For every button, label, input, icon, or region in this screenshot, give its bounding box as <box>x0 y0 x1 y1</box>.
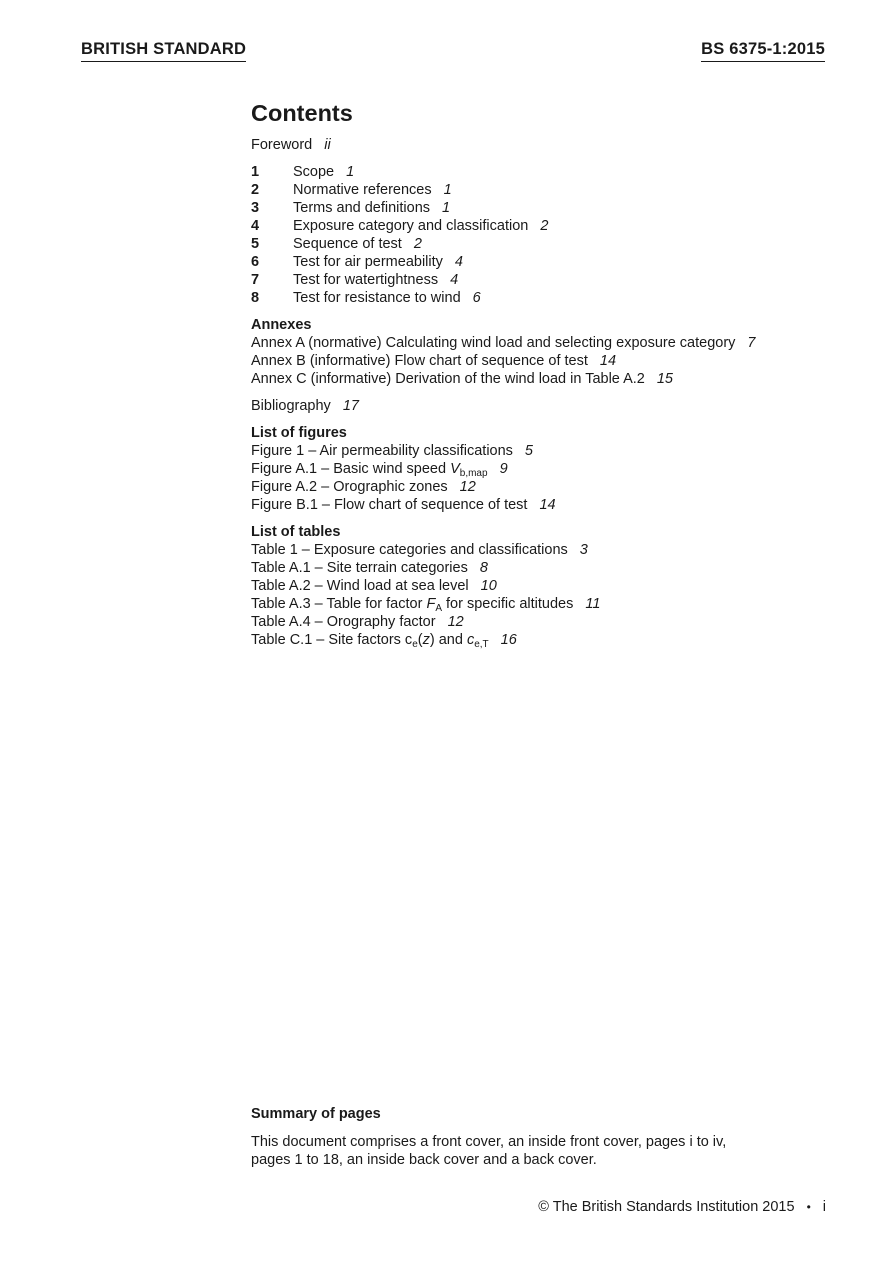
clause-page: 1 <box>443 182 452 198</box>
page-number: i <box>822 1199 826 1215</box>
annex-page: 15 <box>656 371 673 387</box>
toc-clause <box>251 289 851 307</box>
toc-entry-page: ii <box>324 137 331 153</box>
copyright-text: © The British Standards Institution 2015 <box>538 1199 795 1215</box>
clause-text: Scope <box>293 164 335 180</box>
clause-number: 8 <box>251 290 260 306</box>
toc-clause <box>251 163 851 181</box>
table-paren-close: ) <box>429 632 435 648</box>
table-page: 8 <box>479 560 488 576</box>
toc-annex <box>251 370 851 388</box>
toc-figure <box>251 460 851 478</box>
table-variable: c <box>466 632 475 648</box>
clause-text: Normative references <box>293 182 432 198</box>
toc-figure <box>251 478 851 496</box>
table-text: Table 1 – Exposure categories and classifications <box>251 542 568 558</box>
toc-entry-foreword <box>251 136 851 154</box>
header-standard-label: BRITISH STANDARD <box>81 40 246 62</box>
table-text-post: for specific altitudes <box>441 596 574 612</box>
clause-page: 2 <box>540 218 549 234</box>
figure-subscript: b,map <box>459 468 488 479</box>
table-subscript: e <box>412 639 418 650</box>
figures-heading: List of figures <box>251 425 347 441</box>
table-paren-open: ( <box>417 632 423 648</box>
toc-entry-page: 17 <box>342 398 359 414</box>
toc-annex <box>251 352 851 370</box>
toc-clause <box>251 253 851 271</box>
table-page: 11 <box>585 596 601 612</box>
figure-text: Figure B.1 – Flow chart of sequence of test <box>251 497 528 513</box>
table-page: 12 <box>447 614 464 630</box>
bullet-separator: • <box>806 1200 811 1214</box>
annex-page: 14 <box>599 353 617 369</box>
summary-of-pages <box>251 1105 811 1169</box>
annex-text: Annex B (informative) Flow chart of sequence of test <box>251 353 588 369</box>
table-page: 3 <box>579 542 588 558</box>
figure-variable: V <box>450 461 460 477</box>
table-of-contents <box>251 98 851 649</box>
table-page: 16 <box>500 632 517 648</box>
table-text: Table A.3 – Table for factor <box>251 596 427 612</box>
table-variable: z <box>422 632 430 648</box>
toc-entry-text: Bibliography <box>251 398 331 414</box>
toc-clauses <box>251 163 851 307</box>
figure-page: 14 <box>539 497 556 513</box>
toc-clause <box>251 271 851 289</box>
clause-text: Sequence of test <box>293 236 402 252</box>
figure-page: 12 <box>459 479 476 495</box>
table-text: Table A.4 – Orography factor <box>251 614 436 630</box>
table-variable: F <box>426 596 436 612</box>
toc-clause <box>251 235 851 253</box>
contents-title: Contents <box>251 100 353 126</box>
toc-entry-text: Foreword <box>251 137 313 153</box>
clause-page: 4 <box>450 272 459 288</box>
figure-page: 5 <box>524 443 533 459</box>
figure-text: Figure 1 – Air permeability classifications <box>251 443 513 459</box>
table-text: Table A.2 – Wind load at sea level <box>251 578 469 594</box>
table-text: Table C.1 – Site factors c <box>251 632 413 648</box>
summary-heading: Summary of pages <box>251 1106 381 1122</box>
clause-page: 1 <box>346 164 355 180</box>
table-text-and: and <box>434 632 467 648</box>
toc-table <box>251 595 851 613</box>
clause-number: 2 <box>251 182 260 198</box>
toc-table <box>251 541 851 559</box>
toc-table <box>251 631 851 649</box>
clause-number: 5 <box>251 236 260 252</box>
table-page: 10 <box>480 578 497 594</box>
toc-clause <box>251 181 851 199</box>
clause-page: 1 <box>442 200 451 216</box>
clause-text: Test for watertightness <box>293 272 439 288</box>
page-footer <box>538 1199 826 1215</box>
table-subscript: A <box>435 603 442 614</box>
clause-number: 4 <box>251 218 260 234</box>
toc-clause <box>251 199 851 217</box>
summary-line: pages 1 to 18, an inside back cover and a back cover. <box>251 1152 597 1168</box>
clause-text: Test for air permeability <box>293 254 443 270</box>
summary-body <box>251 1133 811 1169</box>
tables-heading: List of tables <box>251 524 341 540</box>
table-text: Table A.1 – Site terrain categories <box>251 560 468 576</box>
table-subscript: e,T <box>474 639 489 650</box>
summary-line: This document comprises a front cover, an inside front cover, pages i to iv, <box>251 1134 727 1150</box>
header-document-number: BS 6375-1:2015 <box>701 40 825 62</box>
toc-clause <box>251 217 851 235</box>
toc-annex <box>251 334 851 352</box>
clause-number: 1 <box>251 164 260 180</box>
toc-figure <box>251 496 851 514</box>
figure-page: 9 <box>499 461 508 477</box>
toc-entry-bibliography <box>251 397 851 415</box>
toc-figure <box>251 442 851 460</box>
annex-text: Annex A (normative) Calculating wind load and selecting exposure category <box>251 335 736 351</box>
toc-table <box>251 613 851 631</box>
toc-table <box>251 577 851 595</box>
clause-page: 2 <box>413 236 422 252</box>
clause-page: 6 <box>472 290 481 306</box>
clause-number: 7 <box>251 272 260 288</box>
annexes-heading: Annexes <box>251 317 312 333</box>
annex-page: 7 <box>747 335 756 351</box>
clause-text: Test for resistance to wind <box>293 290 461 306</box>
clause-number: 3 <box>251 200 260 216</box>
clause-number: 6 <box>251 254 260 270</box>
clause-text: Terms and definitions <box>293 200 431 216</box>
toc-table <box>251 559 851 577</box>
clause-text: Exposure category and classification <box>293 218 529 234</box>
figure-text: Figure A.2 – Orographic zones <box>251 479 448 495</box>
clause-page: 4 <box>454 254 463 270</box>
annex-text: Annex C (informative) Derivation of the wind load in Table A.2 <box>251 371 645 387</box>
figure-text: Figure A.1 – Basic wind speed <box>251 461 451 477</box>
